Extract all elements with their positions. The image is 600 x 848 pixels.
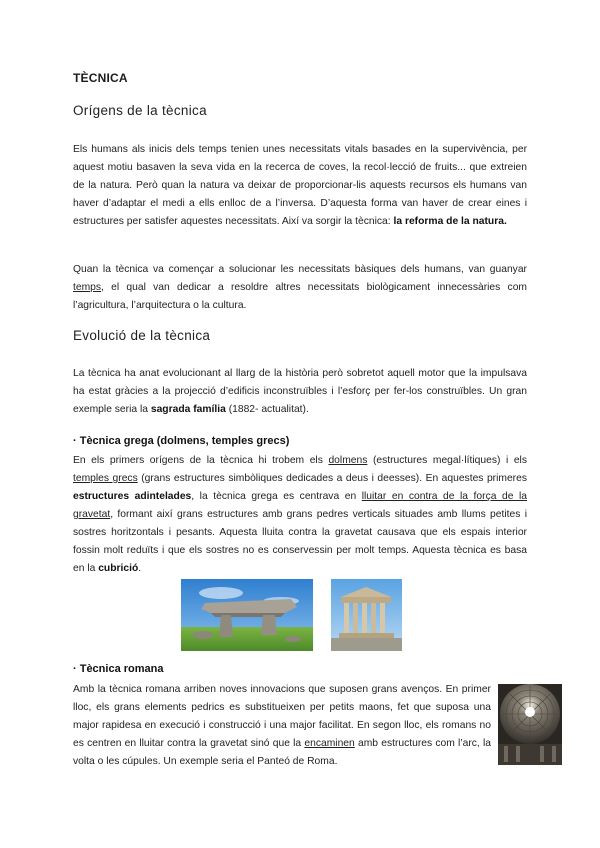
- bold-phrase: estructures adintelades: [73, 491, 192, 502]
- underlined-term: dolmens: [328, 455, 368, 466]
- bold-phrase: sagrada família: [150, 404, 226, 415]
- subheading-greek: · Tècnica grega (dolmens, temples grecs): [73, 435, 290, 447]
- paragraph-text: (1882- actualitat).: [225, 404, 309, 415]
- paragraph-text: amb estructures com l’arc, la volta o les cúpules. Un exemple seria el Panteó de Roma.: [73, 738, 491, 767]
- paragraph-greek: [73, 452, 527, 578]
- bold-phrase: cubrició: [98, 563, 139, 574]
- paragraph-roman: [73, 681, 491, 771]
- greek-temple-photo: [331, 579, 402, 651]
- underlined-term: temples grecs: [73, 473, 138, 484]
- underlined-word: temps: [73, 282, 102, 293]
- paragraph-text: , formant així grans estructures amb grans pedres verticals situades amb llums petites i sostres horitzontals i pesants. Aquesta lluita contra la gravetat causava que els espais interior fossin molt reduïts i que els sostres no es conservessin per molt temps. Aquesta tècnica es basa en la: [73, 509, 527, 574]
- paragraph-text: (grans estructures simbòliques dedicades a deus i deesses). En aquestes primeres: [137, 473, 527, 484]
- paragraph-text: (estructures megal·lítiques) i els: [367, 455, 527, 466]
- paragraph-text: Amb la tècnica romana arriben noves innovacions que suposen grans avenços. En primer lloc, els grans elements pedrics es substitueixen per petits maons, fet que suposa una major rapidesa en execució i construcció i una major facilitat. En segon lloc, els romans no es centren en lluitar contra la gravetat sinó que la: [73, 684, 491, 749]
- paragraph-text: Quan la tècnica va començar a solucionar les necessitats bàsiques dels humans, van guanyar: [73, 264, 527, 275]
- bold-phrase: la reforma de la natura.: [393, 216, 507, 227]
- paragraph-text: La tècnica ha anat evolucionant al llarg de la història però sobretot aquell motor que la impulsava ha estat gràcies a la projecció d’edificis inconstruïbles i l’esforç per fer-los construïbles. Un gran exemple seria la: [73, 368, 527, 415]
- paragraph-text: .: [138, 563, 142, 574]
- page-title: TÈCNICA: [73, 71, 128, 85]
- underlined-term: lluitar en contra de la força de la gravetat: [73, 491, 527, 520]
- subheading-roman: · Tècnica romana: [73, 663, 164, 675]
- underlined-term: encaminen: [304, 738, 355, 749]
- paragraph-origins-1: [73, 141, 527, 231]
- paragraph-origins-2: [73, 261, 527, 315]
- paragraph-text: En els primers orígens de la tècnica hi trobem els: [73, 455, 329, 466]
- paragraph-text: , el qual van dedicar a resoldre altres necessitats biològicament innecessàries com l’agricultura, l’arquitectura o la cultura.: [73, 282, 527, 311]
- paragraph-text: Els humans als inicis dels temps tenien unes necessitats vitals basades en la supervivència, per aquest motiu basaven la seva vida en la recerca de coves, la recol·lecció de fruits... que extreien de la natura. Però quan la natura va deixar de proporcionar-lis aquests recursos els humans van haver d’adaptar el medi a ells enlloc de a l’inversa. D’aquesta forma van haver de crear eines i estructures per satisfer aquestes necessitats. Així va sorgir la tècnica:: [73, 144, 527, 227]
- section-heading-origins: Orígens de la tècnica: [73, 103, 207, 118]
- section-heading-evolution: Evolució de la tècnica: [73, 328, 211, 343]
- paragraph-evolution: [73, 365, 527, 419]
- pantheon-interior-photo: [498, 684, 562, 765]
- dolmen-photo: [181, 579, 313, 651]
- paragraph-text: , la tècnica grega es centrava en: [191, 491, 362, 502]
